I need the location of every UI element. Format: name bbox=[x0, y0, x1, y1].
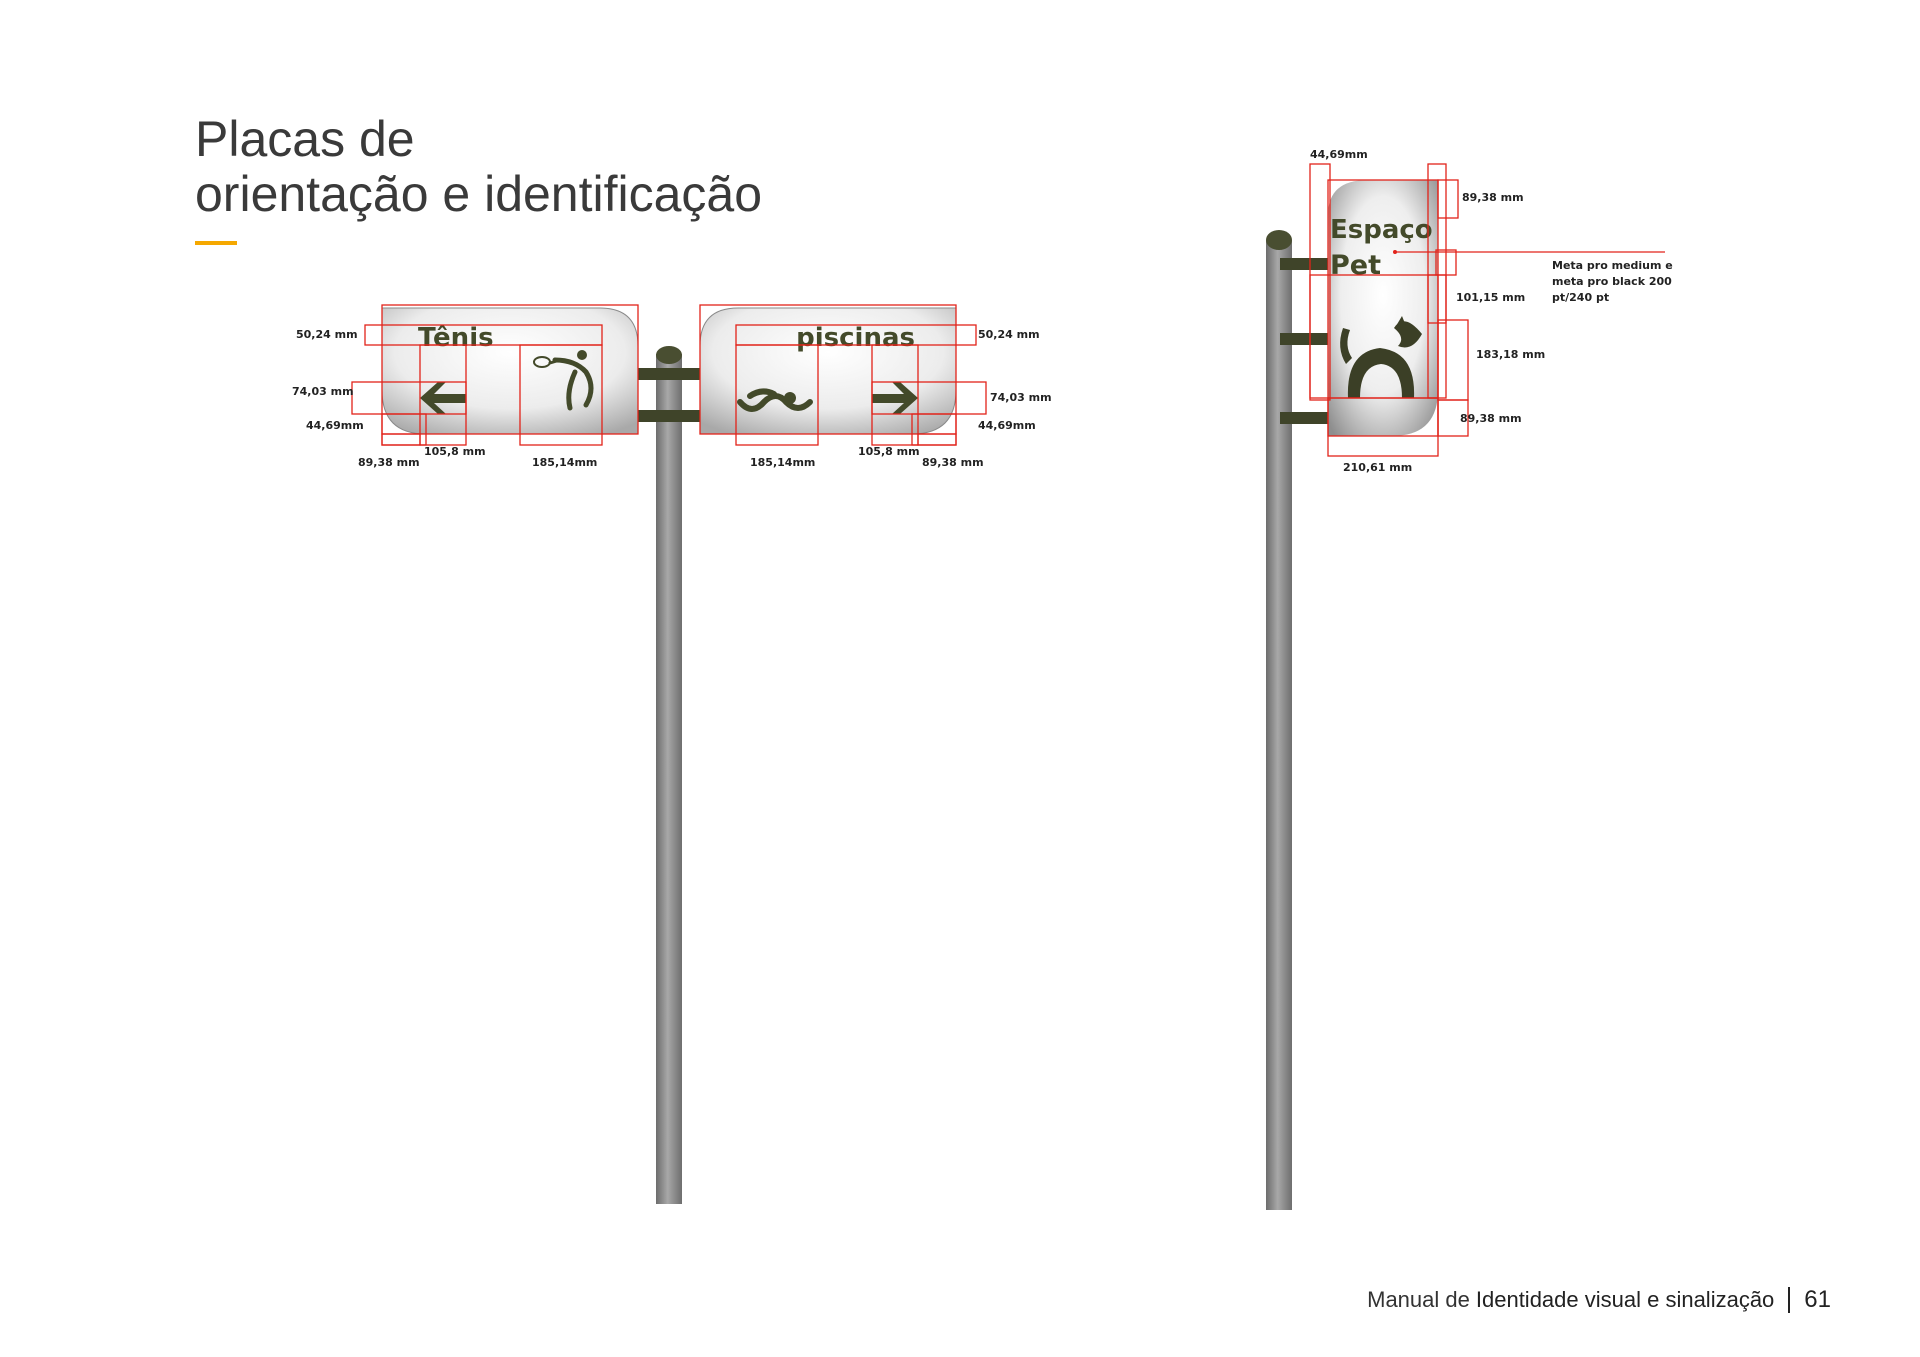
dim-pet-margin-top: 89,38 mm bbox=[1462, 191, 1524, 204]
dim-pet-text-block: 101,15 mm bbox=[1456, 291, 1526, 304]
pet-bracket-1 bbox=[1280, 258, 1328, 270]
bracket-top bbox=[636, 368, 702, 380]
dim-left-arrow-height: 74,03 mm bbox=[292, 385, 354, 398]
page-number: 61 bbox=[1804, 1286, 1831, 1313]
dim-right-icon-width: 185,14mm bbox=[750, 456, 816, 469]
dim-left-icon-width: 185,14mm bbox=[532, 456, 598, 469]
pet-sign-line-2: Pet bbox=[1330, 250, 1382, 281]
tenis-sign-label: Tênis bbox=[418, 323, 494, 353]
left-pole-cap bbox=[656, 346, 682, 364]
bracket-bottom bbox=[636, 410, 702, 422]
heading-line-2: orientação e identificação bbox=[195, 166, 763, 222]
footer-lead: Manual de bbox=[1367, 1287, 1470, 1312]
pet-bracket-2 bbox=[1280, 333, 1328, 345]
dim-pet-icon-height: 183,18 mm bbox=[1476, 348, 1546, 361]
footer-title: Identidade visual e sinalização bbox=[1475, 1287, 1775, 1312]
dim-left-text-height: 50,24 mm bbox=[296, 328, 358, 341]
dim-right-arrow-height: 74,03 mm bbox=[990, 391, 1052, 404]
piscinas-sign-label: piscinas bbox=[796, 323, 915, 353]
dim-right-arrow-width: 105,8 mm bbox=[858, 445, 920, 458]
right-pole-cap bbox=[1266, 230, 1292, 250]
double-sign-assembly bbox=[292, 305, 1052, 1204]
font-note-dot bbox=[1393, 250, 1397, 254]
dim-left-margin-side: 89,38 mm bbox=[358, 456, 420, 469]
font-note-line-1: Meta pro medium e bbox=[1552, 259, 1673, 272]
right-pole bbox=[1266, 240, 1292, 1210]
dim-left-margin-bottom: 44,69mm bbox=[306, 419, 364, 432]
page-footer bbox=[1367, 1286, 1831, 1314]
dim-pet-width: 210,61 mm bbox=[1343, 461, 1413, 474]
dim-right-text-height: 50,24 mm bbox=[978, 328, 1040, 341]
dim-right-margin-side: 89,38 mm bbox=[922, 456, 984, 469]
footer-separator bbox=[1788, 1287, 1790, 1313]
dim-pet-margin-left: 44,69mm bbox=[1310, 148, 1368, 161]
heading-line-1: Placas de bbox=[195, 111, 415, 167]
dim-right-margin-bottom: 44,69mm bbox=[978, 419, 1036, 432]
pet-sign-assembly bbox=[1266, 148, 1673, 1210]
pet-sign-line-1: Espaço bbox=[1330, 215, 1433, 245]
left-pole bbox=[656, 354, 682, 1204]
dim-pet-margin-bottom: 89,38 mm bbox=[1460, 412, 1522, 425]
font-note-line-3: pt/240 pt bbox=[1552, 291, 1610, 304]
pet-bracket-3 bbox=[1280, 412, 1328, 424]
font-note-line-2: meta pro black 200 bbox=[1552, 275, 1672, 288]
dim-left-arrow-width: 105,8 mm bbox=[424, 445, 486, 458]
